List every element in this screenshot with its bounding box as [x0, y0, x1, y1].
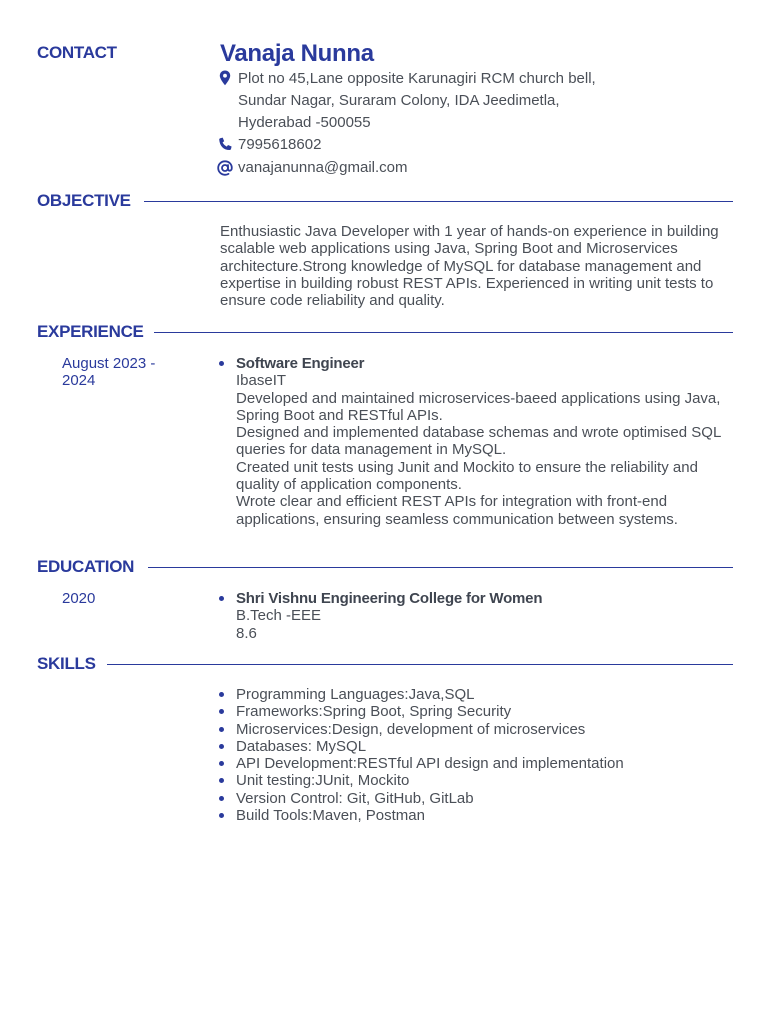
- bullet: [219, 813, 224, 818]
- skill-item: [236, 703, 624, 720]
- section-heading-contact: CONTACT: [37, 43, 117, 62]
- section-heading-experience: EXPERIENCE: [37, 322, 144, 341]
- skill-text: Programming Languages:Java,SQL: [236, 686, 475, 703]
- bullet: [219, 692, 224, 697]
- bullet: [219, 596, 224, 601]
- bullet: [219, 744, 224, 749]
- section-heading-skills: SKILLS: [37, 654, 96, 673]
- address-line-1: Plot no 45,Lane opposite Karunagiri RCM church bell,: [238, 70, 596, 87]
- skill-item: [236, 790, 624, 807]
- bullet: [219, 796, 224, 801]
- skill-text: Unit testing:JUnit, Mockito: [236, 772, 410, 790]
- score: 8.6: [236, 624, 257, 642]
- skill-item: [236, 738, 624, 755]
- phone-number[interactable]: 7995618602: [238, 136, 322, 153]
- skill-text: Microservices:Design, development of microservices: [236, 720, 586, 738]
- section-heading-education: EDUCATION: [37, 557, 135, 576]
- objective-text: Enthusiastic Java Developer with 1 year of hands-on experience in building scalable web applications using Java, Spring Boot and Microservices architecture.Strong knowledge of MySQL for database management and expertise in building robust REST APIs. Experienced in writing unit tests to ensure code reliability and quality.: [220, 223, 719, 310]
- job-title: Software Engineer: [236, 355, 365, 372]
- education-date: 2020: [62, 590, 96, 607]
- education-entry: [236, 590, 732, 642]
- section-divider: [148, 567, 733, 568]
- location-pin-icon: [216, 69, 234, 87]
- job-detail: Developed and maintained microservices-baeed applications using Java, Spring Boot and RESTful APIs.: [236, 389, 721, 424]
- phone-icon: [216, 136, 234, 154]
- skill-text: Build Tools:Maven, Postman: [236, 807, 425, 825]
- bullet: [219, 361, 224, 366]
- section-heading-objective: OBJECTIVE: [37, 191, 131, 210]
- experience-entry: [236, 355, 732, 528]
- address-line-3: Hyderabad -500055: [238, 114, 371, 131]
- institution-name: Shri Vishnu Engineering College for Women: [236, 590, 543, 607]
- skill-item: [236, 807, 624, 824]
- skill-text: Databases: MySQL: [236, 737, 367, 755]
- job-detail: Wrote clear and efficient REST APIs for integration with front-end applications, ensuring seamless communication between systems.: [236, 493, 678, 528]
- section-divider: [154, 332, 733, 333]
- skill-text: API Development:RESTful API design and implementation: [236, 755, 624, 773]
- bullet: [219, 727, 224, 732]
- job-detail: Created unit tests using Junit and Mockito to ensure the reliability and quality of application components.: [236, 458, 698, 494]
- section-divider: [144, 201, 733, 202]
- skill-item: [236, 686, 624, 703]
- skill-item: [236, 721, 624, 738]
- address-line-2: Sundar Nagar, Suraram Colony, IDA Jeedimetla,: [238, 92, 560, 109]
- bullet: [219, 761, 224, 766]
- section-divider: [107, 664, 733, 665]
- bullet: [219, 778, 224, 783]
- email-address[interactable]: vanajanunna@gmail.com: [238, 159, 408, 176]
- experience-date: August 2023 - 2024: [62, 355, 156, 390]
- company-name: IbaseIT: [236, 372, 287, 390]
- candidate-name: Vanaja Nunna: [220, 40, 374, 67]
- skill-item: [236, 772, 624, 789]
- skill-item: [236, 755, 624, 772]
- bullet: [219, 709, 224, 714]
- degree: B.Tech -EEE: [236, 607, 322, 625]
- skill-text: Version Control: Git, GitHub, GitLab: [236, 789, 474, 807]
- at-sign-icon: [216, 159, 234, 177]
- skill-text: Frameworks:Spring Boot, Spring Security: [236, 703, 512, 721]
- skills-list: [236, 686, 624, 824]
- job-detail: Designed and implemented database schemas and wrote optimised SQL queries for data management in MySQL.: [236, 424, 721, 459]
